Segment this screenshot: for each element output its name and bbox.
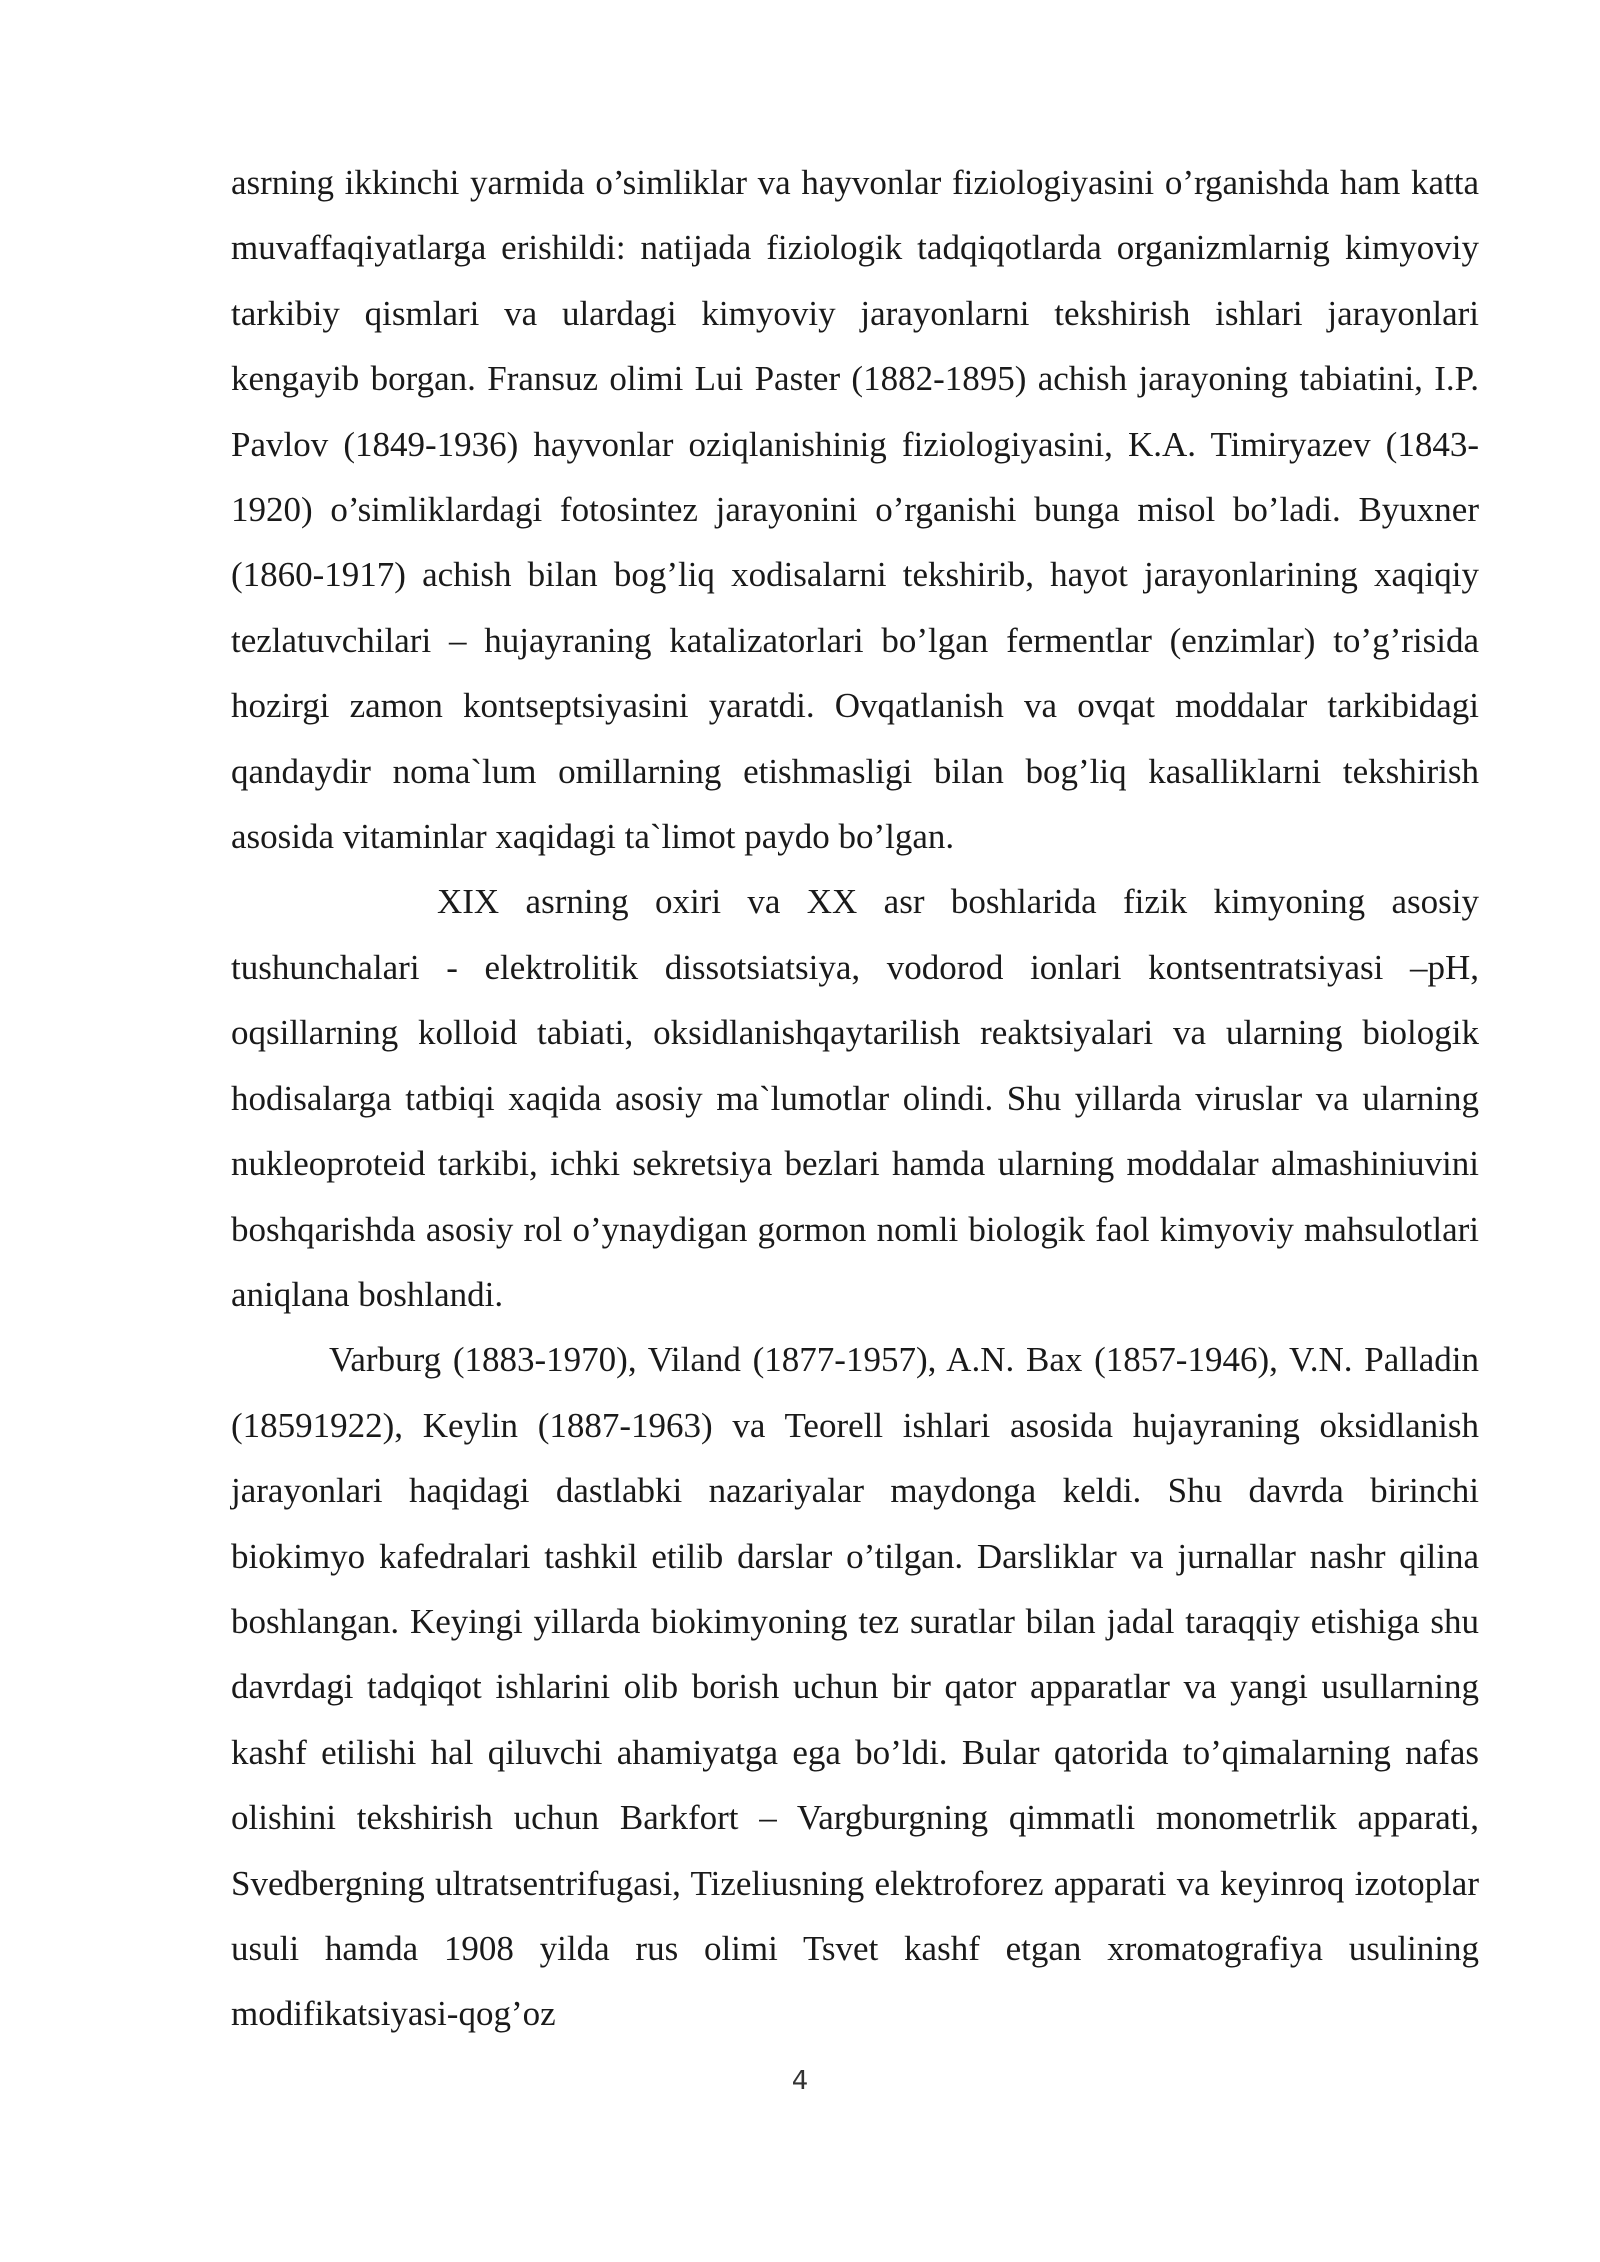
paragraph-1: asrning ikkinchi yarmida o’simliklar va hayvonlar fiziologiyasini o’rganishda ham katta muvaffaqiyatlarga erishildi: natijada fiziologik tadqiqotlarda organizmlarnig kimyoviy tarkibiy qismlari va ulardagi kimyoviy jarayonlarni tekshirish ishlari jarayonlari kengayib borgan. Fransuz olimi Lui Paster (1882-1895) achish jarayoning tabiatini, I.P. Pavlov (1849-1936) hayvonlar oziqlanishinig fiziologiyasini, K.A. Timiryazev (1843- 1920) o’simliklardagi fotosintez jarayonini o’rganishi bunga misol bo’ladi. Byuxner (1860-1917) achish bilan bog’liq xodisalarni tekshirib, hayot jarayonlarining xaqiqiy tezlatuvchilari – hujayraning katalizatorlari bo’lgan fermentlar (enzimlar) to’g’risida hozirgi zamon kontseptsiyasini yaratdi. Ovqatlanish va ovqat moddalar tarkibidagi qandaydir noma`lum omillarning etishmasligi bilan bog’liq kasalliklarni tekshirish asosida vitaminlar xaqidagi ta`limot paydo bo’lgan. bbox=[231, 163, 1479, 857]
paragraph-3: Varburg (1883-1970), Viland (1877-1957), A.N. Bax (1857-1946), V.N. Palladin (18591922), Keylin (1887-1963) va Teorell ishlari asosida hujayraning oksidlanish jarayonlari haqidagi dastlabki nazariyalar maydonga keldi. Shu davrda birinchi biokimyo kafedralari tashkil etilib darslar o’tilgan. Darsliklar va jurnallar nashr qilina boshlangan. Keyingi yillarda biokimyoning tez suratlar bilan jadal taraqqiy etishiga shu davrdagi tadqiqot ishlarini olib borish uchun bir qator apparatlar va yangi usullarning kashf etilishi hal qiluvchi ahamiyatga ega bo’ldi. Bular qatorida to’qimalarning nafas olishini tekshirish uchun Barkfort – Vargburgning qimmatli monometrlik apparati, Svedbergning ultratsentrifugasi, Tizeliusning elektroforez apparati va keyinroq izotoplar usuli hamda 1908 yilda rus olimi Tsvet kashf etgan xromatografiya usulining modifikatsiyasi-qog’oz bbox=[231, 1340, 1479, 2034]
paragraph-2: XIX asrning oxiri va XX asr boshlarida fizik kimyoning asosiy tushunchalari - elektrolitik dissotsiatsiya, vodorod ionlari kontsentratsiyasi –pH, oqsillarning kolloid tabiati, oksidlanishqaytarilish reaktsiyalari va ularning biologik hodisalarga tatbiqi xaqida asosiy ma`lumotlar olindi. Shu yillarda viruslar va ularning nukleoproteid tarkibi, ichki sekretsiya bezlari hamda ularning moddalar almashiniuvini boshqarishda asosiy rol o’ynaydigan gormon nomli biologik faol kimyoviy mahsulotlari aniqlana boshlandi. bbox=[231, 882, 1479, 1314]
page-number: 4 bbox=[791, 2066, 809, 2096]
body-text bbox=[231, 150, 1479, 2047]
